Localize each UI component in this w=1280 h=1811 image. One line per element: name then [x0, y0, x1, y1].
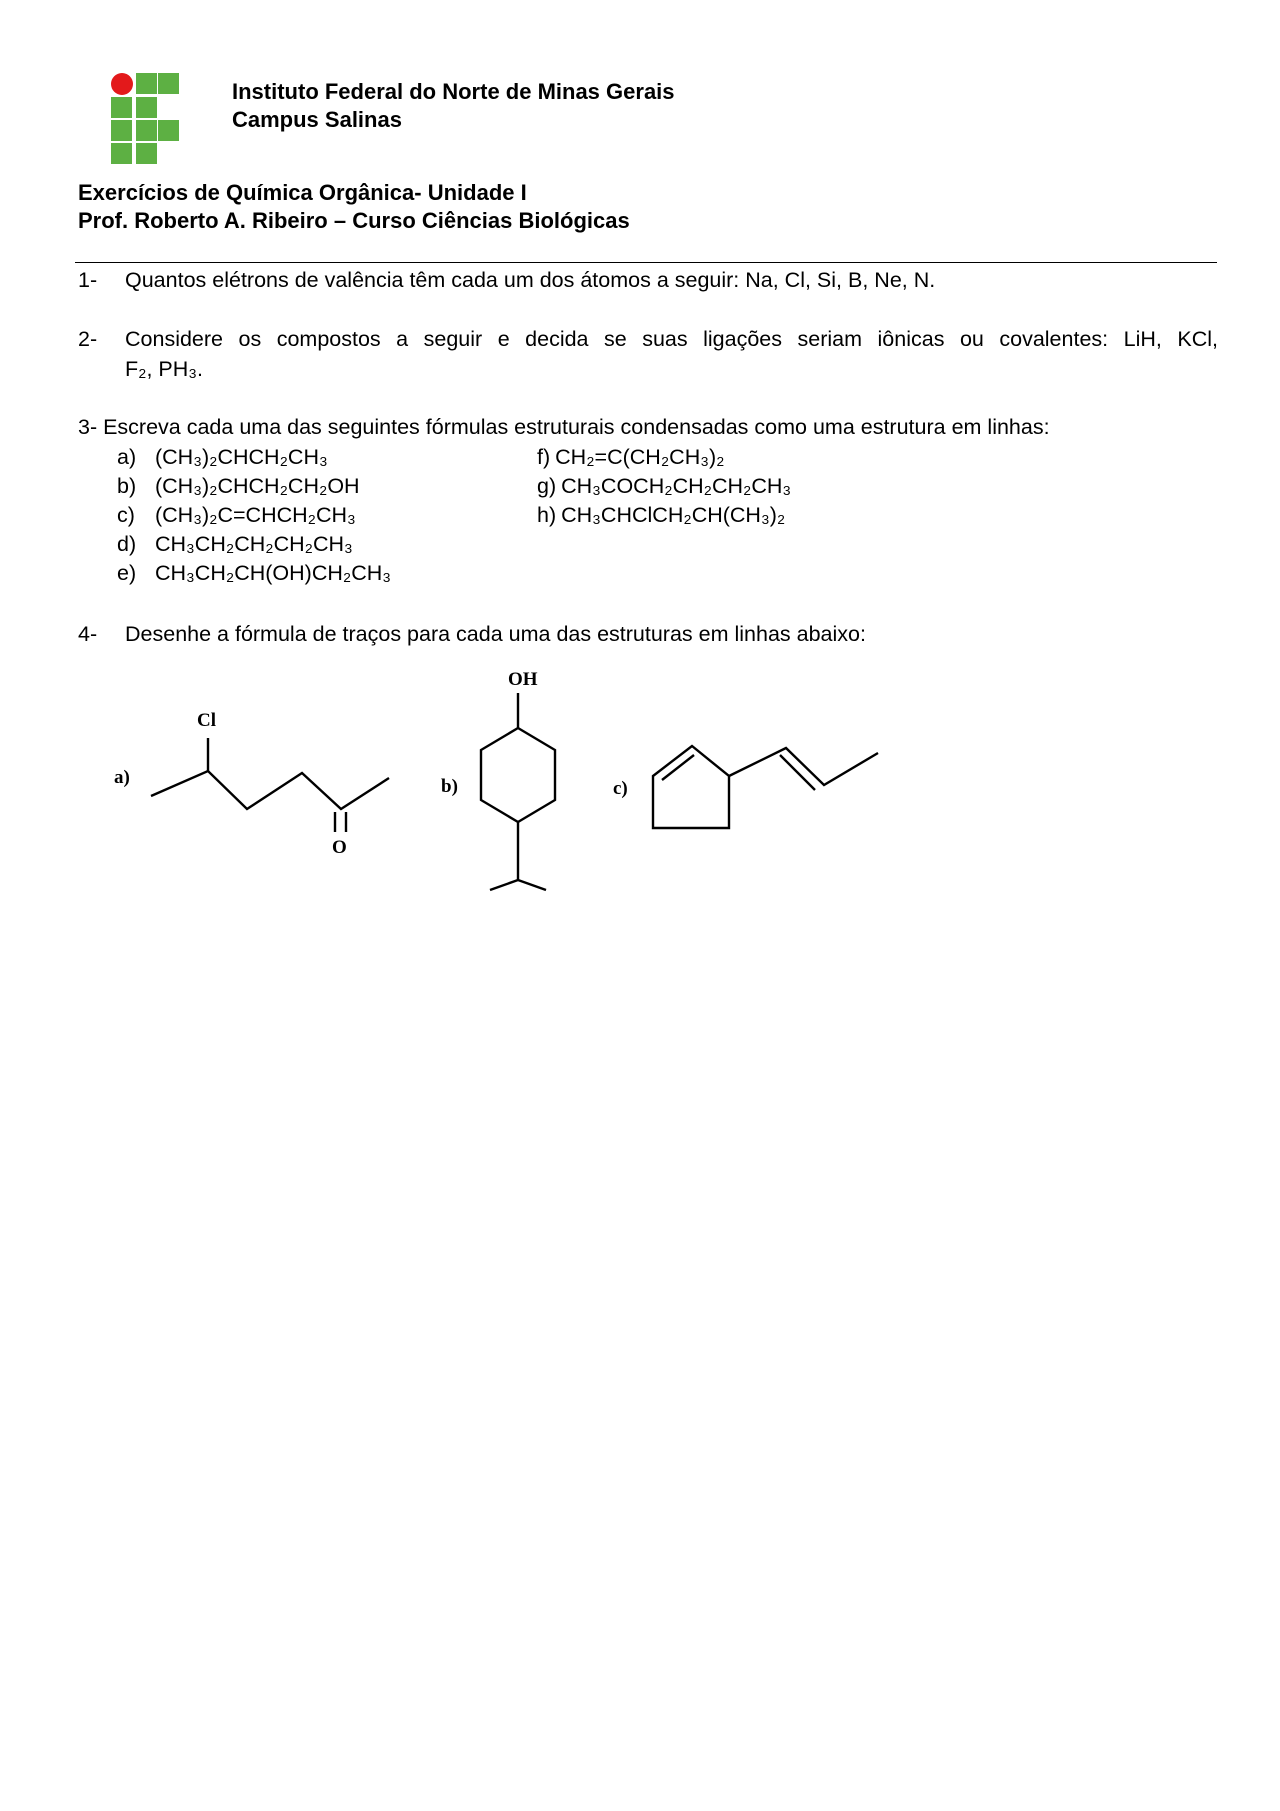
- question-number: 4-: [78, 622, 98, 646]
- item-label: a): [117, 445, 137, 469]
- formula-item: [117, 501, 356, 529]
- structure-label: c): [613, 778, 628, 799]
- item-formula: (CH₃)₂CHCH₂CH₂OH: [155, 474, 360, 498]
- formula-item: [537, 501, 785, 529]
- institution-header: [232, 78, 675, 134]
- question-2: [78, 325, 1218, 385]
- exercise-title: Exercícios de Química Orgânica- Unidade I: [78, 180, 527, 205]
- item-formula: CH₃COCH₂CH₂CH₂CH₃: [561, 474, 792, 498]
- item-label: b): [117, 474, 137, 498]
- question-1: [78, 266, 1218, 296]
- item-label: c): [117, 503, 135, 527]
- question-text: Considere os compostos a seguir e decida se suas ligações seriam iônicas ou covalentes: LiH, KCl,: [125, 327, 1218, 351]
- item-formula: (CH₃)₂CHCH₂CH₃: [155, 445, 328, 469]
- oxygen-atom: O: [332, 837, 347, 858]
- logo-red-dot: [111, 73, 133, 95]
- formula-item: [117, 472, 360, 500]
- professor-line: Prof. Roberto A. Ribeiro – Curso Ciências Biológicas: [78, 208, 630, 233]
- formula-item: [117, 443, 328, 471]
- structure-label: a): [114, 767, 130, 788]
- header-divider: [75, 262, 1217, 263]
- question-4: [78, 620, 1218, 650]
- structure-a: [151, 738, 389, 832]
- item-formula: CH₃CHClCH₂CH(CH₃)₂: [561, 503, 786, 527]
- item-label: f): [537, 445, 551, 469]
- question-number: 2-: [78, 327, 98, 351]
- question-text: 3- Escreva cada uma das seguintes fórmulas estruturais condensadas como uma estrutura em linhas:: [78, 415, 1050, 439]
- question-text-continued: F₂, PH₃.: [125, 357, 204, 381]
- item-label: d): [117, 532, 137, 556]
- hydroxyl-group: OH: [508, 669, 538, 690]
- chlorine-atom: Cl: [197, 710, 216, 731]
- institution-name: Instituto Federal do Norte de Minas Gerais: [232, 79, 675, 104]
- structure-label: b): [441, 776, 458, 797]
- item-formula: CH₂=C(CH₂CH₃)₂: [555, 445, 725, 469]
- formula-item: [537, 443, 725, 471]
- question-number: 1-: [78, 268, 98, 292]
- item-label: h): [537, 503, 557, 527]
- structure-c: [653, 746, 878, 828]
- formula-item: [117, 559, 391, 587]
- formula-item: [537, 472, 791, 500]
- item-label: e): [117, 561, 137, 585]
- structure-b: [481, 693, 555, 890]
- formula-item: [117, 530, 353, 558]
- item-formula: CH₃CH₂CH₂CH₂CH₃: [155, 532, 353, 556]
- line-structures: [0, 650, 1280, 910]
- question-text: Desenhe a fórmula de traços para cada uma das estruturas em linhas abaixo:: [125, 622, 866, 646]
- question-text: Quantos elétrons de valência têm cada um dos átomos a seguir: Na, Cl, Si, B, Ne, N.: [125, 268, 936, 292]
- item-formula: CH₃CH₂CH(OH)CH₂CH₃: [155, 561, 392, 585]
- institution-logo: [111, 73, 181, 163]
- item-label: g): [537, 474, 557, 498]
- question-3: [78, 413, 1218, 443]
- item-formula: (CH₃)₂C=CHCH₂CH₃: [155, 503, 356, 527]
- campus-name: Campus Salinas: [232, 107, 402, 132]
- course-header: [78, 179, 630, 235]
